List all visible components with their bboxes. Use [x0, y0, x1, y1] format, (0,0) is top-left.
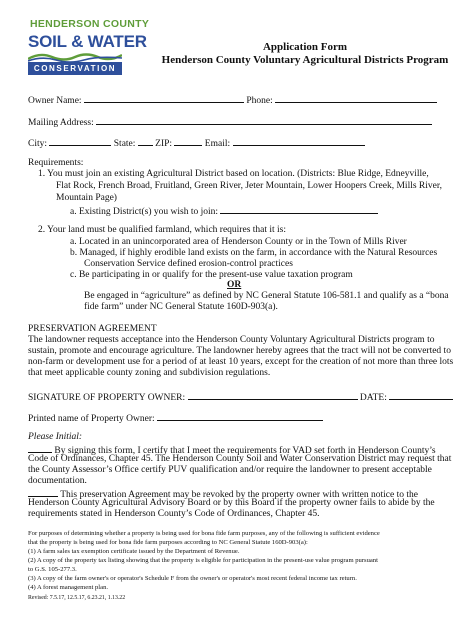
existing-district-field[interactable]	[220, 203, 378, 214]
city-state-zip-email-row	[28, 135, 365, 150]
mailing-address-label: Mailing Address:	[28, 118, 94, 128]
state-field[interactable]	[138, 135, 153, 146]
existing-district-label: a. Existing District(s) you wish to join:	[70, 207, 219, 217]
email-field[interactable]	[233, 135, 365, 146]
owner-name-field[interactable]	[84, 92, 244, 103]
or-separator: OR	[227, 280, 242, 290]
initial-1-line-2: Code of Ordinances, Chapter 45. The Henderson County Soil and Water Conservation District may request that	[28, 454, 452, 464]
phone-label: Phone:	[246, 96, 273, 106]
initial-2-text: This preservation Agreement may be revoked by the property owner with written notice to the	[60, 490, 418, 500]
owner-name-label: Owner Name:	[28, 96, 82, 106]
preservation-line-3: non-farm or development use for a period of at least 10 years, except for the creation of not more than three lots	[28, 357, 454, 367]
requirement-1a-row	[70, 203, 378, 218]
preservation-heading: PRESERVATION AGREEMENT	[28, 324, 157, 334]
revision-dates: Revised: 7.5.17, 12.5.17, 6.23.21, 1.13.22	[28, 595, 126, 601]
city-label: City:	[28, 139, 48, 149]
footnote-line-6: (3) A copy of the farm owner's or operator's Schedule F from the owner's or operator's most recent federal income tax return.	[28, 575, 357, 582]
please-initial-heading: Please Initial:	[28, 432, 83, 442]
requirement-2a: a. Located in an unincorporated area of Henderson County or in the Town of Mills River	[70, 237, 407, 247]
title-line-2: Henderson County Voluntary Agricultural Districts Program	[161, 54, 449, 66]
state-label: State:	[113, 139, 136, 149]
footnote-line-3: (1) A farm sales tax exemption certificate issued by the Department of Revenue.	[28, 548, 240, 555]
requirement-2c: c. Be participating in or qualify for the present-use value taxation program	[70, 270, 353, 280]
requirement-2-or-line-1: Be engaged in “agriculture” as defined by NC General Statute 106-581.1 and qualify as a “bona	[84, 291, 449, 301]
email-label: Email:	[204, 139, 231, 149]
date-field[interactable]	[389, 389, 453, 400]
logo-line-2: SOIL & WATER	[28, 32, 147, 51]
requirement-1-line-1: 1. You must join an existing Agricultural District based on location. (Districts: Blue Ridge, Edneyville,	[38, 169, 429, 179]
requirement-2b-line-2: Conservation Service defined erosion-control practices	[84, 259, 293, 269]
initial-1-line-3: the County Assessor’s Office certify PUV qualification and/or require the landowner to present acceptable	[28, 465, 432, 475]
henderson-county-swcd-logo	[28, 18, 150, 80]
initial-1-line-4: documentation.	[28, 476, 87, 486]
printed-name-field[interactable]	[157, 410, 323, 421]
logo-waves-icon	[28, 51, 122, 62]
preservation-line-4: that meet applicable county zoning and subdivision regulations.	[28, 368, 271, 378]
logo-line-3: CONSERVATION	[28, 62, 122, 75]
title-line-1: Application Form	[262, 41, 348, 53]
requirement-2-line-1: 2. Your land must be qualified farmland, which requires that it is:	[38, 225, 287, 235]
initial-1-field[interactable]	[28, 442, 52, 453]
signature-label: SIGNATURE OF PROPERTY OWNER:	[28, 393, 186, 403]
printed-name-row	[28, 410, 323, 425]
footnote-line-7: (4) A forest management plan.	[28, 584, 109, 591]
initial-1-text: By signing this form, I certify that I meet the requirements for VAD set forth in Henderson County’s	[54, 446, 436, 456]
zip-label: ZIP:	[155, 139, 173, 149]
zip-field[interactable]	[174, 135, 202, 146]
requirement-2-or-line-2: fide farm” under NC General Statute 160D-903(a).	[84, 302, 278, 312]
owner-name-row	[28, 92, 437, 107]
preservation-line-2: sustain, promote and encourage agriculture. The landowner hereby agrees that the tract will not be converted to	[28, 346, 451, 356]
date-label: DATE:	[359, 393, 387, 403]
requirement-1-line-2: Flat Rock, French Broad, Fruitland, Green River, Jeter Mountain, Lower Hoopers Creek, Mills River,	[56, 181, 443, 191]
city-field[interactable]	[49, 135, 111, 146]
phone-field[interactable]	[275, 92, 437, 103]
footnote-line-1: For purposes of determining whether a property is being used for bona fide farm purposes, any of the following is sufficient evidence	[28, 530, 380, 537]
initial-2-line-3: requirements stated in Henderson County’s Code of Ordinances, Chapter 45.	[28, 509, 320, 519]
requirements-heading: Requirements:	[28, 158, 84, 168]
initial-2-field[interactable]	[28, 486, 58, 497]
footnote-line-5: to G.S. 105-277.3.	[28, 566, 77, 573]
signature-row	[28, 389, 453, 404]
logo-line-1: HENDERSON COUNTY	[30, 18, 150, 30]
footnote-line-2: that the property is being used for bona fide farm purposes according to NC General Statute 160D-903(a):	[28, 539, 308, 546]
mailing-address-field[interactable]	[96, 114, 432, 125]
signature-field[interactable]	[188, 389, 358, 400]
footnote-line-4: (2) A copy of the property tax listing showing that the property is eligible for participation in the present-use value program pursuant	[28, 557, 378, 564]
printed-name-label: Printed name of Property Owner:	[28, 414, 155, 424]
requirement-2b-line-1: b. Managed, if highly erodible land exists on the farm, in accordance with the Natural Resources	[70, 248, 438, 258]
preservation-line-1: The landowner requests acceptance into the Henderson County Voluntary Agricultural Districts program to	[28, 335, 435, 345]
requirement-1-line-3: Mountain Page)	[56, 193, 117, 203]
mailing-address-row	[28, 114, 432, 129]
form-title	[150, 41, 460, 67]
initial-2-line-2: Henderson County Agricultural Advisory Board or by this Board if the property owner fails to abide by the	[28, 498, 435, 508]
